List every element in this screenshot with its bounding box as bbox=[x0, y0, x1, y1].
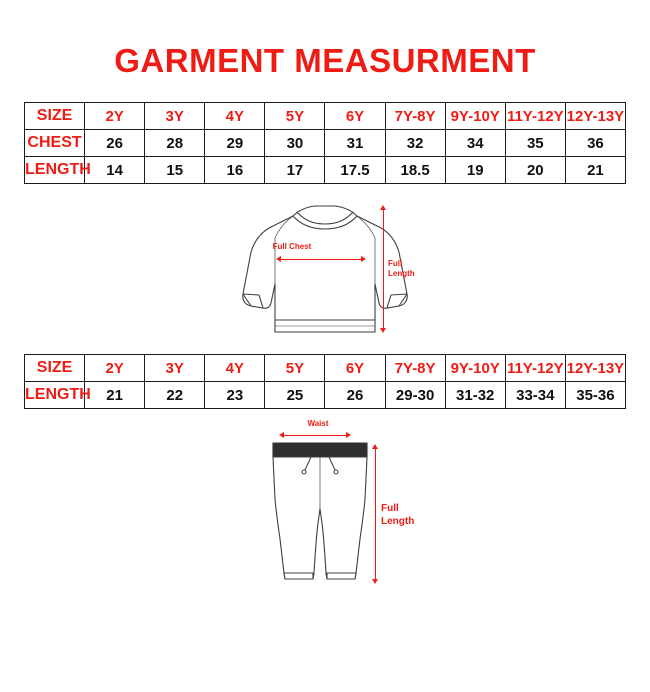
bottom-size-table bbox=[24, 354, 626, 409]
sweatshirt-figure bbox=[0, 194, 650, 354]
top-row-0-val-4: 31 bbox=[325, 130, 385, 157]
length-arrow-up-icon bbox=[380, 205, 386, 210]
top-row-1-val-1: 15 bbox=[145, 157, 205, 184]
bottom-header-size-7: 11Y-12Y bbox=[505, 355, 565, 382]
top-row-1-val-3: 17 bbox=[265, 157, 325, 184]
bottom-row-0-val-5: 29-30 bbox=[385, 382, 445, 409]
top-row-0-val-1: 28 bbox=[145, 130, 205, 157]
top-header-size-4: 6Y bbox=[325, 103, 385, 130]
table-row-header bbox=[25, 355, 626, 382]
top-row-1-val-7: 20 bbox=[505, 157, 565, 184]
bottom-row-0-label: LENGTH bbox=[25, 382, 85, 409]
waist-measure-label: Waist bbox=[307, 419, 329, 428]
joggers-figure bbox=[0, 417, 650, 592]
length-measure-label-line2: Length bbox=[388, 269, 415, 278]
bottom-row-0-val-8: 35-36 bbox=[565, 382, 625, 409]
pant-length-measure-label bbox=[381, 502, 429, 528]
top-row-0-val-6: 34 bbox=[445, 130, 505, 157]
top-row-1-val-4: 17.5 bbox=[325, 157, 385, 184]
top-header-size-6: 9Y-10Y bbox=[445, 103, 505, 130]
length-arrow-down-icon bbox=[380, 328, 386, 333]
top-row-0-val-7: 35 bbox=[505, 130, 565, 157]
table-row bbox=[25, 130, 626, 157]
pant-length-measure-label-line2: Length bbox=[381, 516, 415, 527]
table-row bbox=[25, 157, 626, 184]
top-row-1-val-5: 18.5 bbox=[385, 157, 445, 184]
top-header-size-0: 2Y bbox=[85, 103, 145, 130]
top-row-1-val-6: 19 bbox=[445, 157, 505, 184]
size-chart-page bbox=[0, 42, 650, 692]
top-row-0-val-5: 32 bbox=[385, 130, 445, 157]
bottom-header-size-6: 9Y-10Y bbox=[445, 355, 505, 382]
top-header-size-5: 7Y-8Y bbox=[385, 103, 445, 130]
top-header-size-label: SIZE bbox=[25, 103, 85, 130]
bottom-header-size-5: 7Y-8Y bbox=[385, 355, 445, 382]
waist-arrow-left-icon bbox=[279, 432, 284, 438]
waist-measure-line bbox=[284, 435, 346, 436]
length-measure-line bbox=[383, 210, 384, 328]
top-row-0-label: CHEST bbox=[25, 130, 85, 157]
bottom-header-size-8: 12Y-13Y bbox=[565, 355, 625, 382]
bottom-size-table-wrap bbox=[0, 354, 650, 409]
top-header-size-7: 11Y-12Y bbox=[505, 103, 565, 130]
chest-arrow-right-icon bbox=[361, 256, 366, 262]
length-measure-label bbox=[388, 259, 428, 279]
chest-arrow-left-icon bbox=[276, 256, 281, 262]
chest-measure-line bbox=[281, 259, 361, 260]
table-row bbox=[25, 382, 626, 409]
bottom-row-0-val-6: 31-32 bbox=[445, 382, 505, 409]
bottom-row-0-val-7: 33-34 bbox=[505, 382, 565, 409]
bottom-row-0-val-1: 22 bbox=[145, 382, 205, 409]
top-row-1-label: LENGTH bbox=[25, 157, 85, 184]
top-row-1-val-2: 16 bbox=[205, 157, 265, 184]
table-row-header bbox=[25, 103, 626, 130]
top-header-size-1: 3Y bbox=[145, 103, 205, 130]
top-size-table-wrap bbox=[0, 102, 650, 184]
pant-length-measure-label-line1: Full bbox=[381, 503, 399, 514]
top-header-size-2: 4Y bbox=[205, 103, 265, 130]
waist-arrow-right-icon bbox=[346, 432, 351, 438]
bottom-header-size-3: 5Y bbox=[265, 355, 325, 382]
bottom-header-size-4: 6Y bbox=[325, 355, 385, 382]
bottom-row-0-val-2: 23 bbox=[205, 382, 265, 409]
bottom-header-size-2: 4Y bbox=[205, 355, 265, 382]
top-size-table bbox=[24, 102, 626, 184]
length-measure-label-line1: Full bbox=[388, 259, 403, 268]
top-row-0-val-3: 30 bbox=[265, 130, 325, 157]
pant-length-arrow-down-icon bbox=[372, 579, 378, 584]
pant-length-measure-line bbox=[375, 449, 376, 579]
top-row-1-val-8: 21 bbox=[565, 157, 625, 184]
bottom-header-size-1: 3Y bbox=[145, 355, 205, 382]
page-title: GARMENT MEASURMENT bbox=[114, 42, 536, 79]
bottom-header-size-0: 2Y bbox=[85, 355, 145, 382]
top-header-size-8: 12Y-13Y bbox=[565, 103, 625, 130]
top-row-0-val-0: 26 bbox=[85, 130, 145, 157]
bottom-header-size-label: SIZE bbox=[25, 355, 85, 382]
bottom-row-0-val-4: 26 bbox=[325, 382, 385, 409]
bottom-row-0-val-3: 25 bbox=[265, 382, 325, 409]
joggers-illustration-icon bbox=[255, 439, 385, 589]
chest-measure-label: Full Chest bbox=[272, 242, 312, 251]
top-row-1-val-0: 14 bbox=[85, 157, 145, 184]
top-row-0-val-8: 36 bbox=[565, 130, 625, 157]
bottom-row-0-val-0: 21 bbox=[85, 382, 145, 409]
top-row-0-val-2: 29 bbox=[205, 130, 265, 157]
pant-length-arrow-up-icon bbox=[372, 444, 378, 449]
top-header-size-3: 5Y bbox=[265, 103, 325, 130]
